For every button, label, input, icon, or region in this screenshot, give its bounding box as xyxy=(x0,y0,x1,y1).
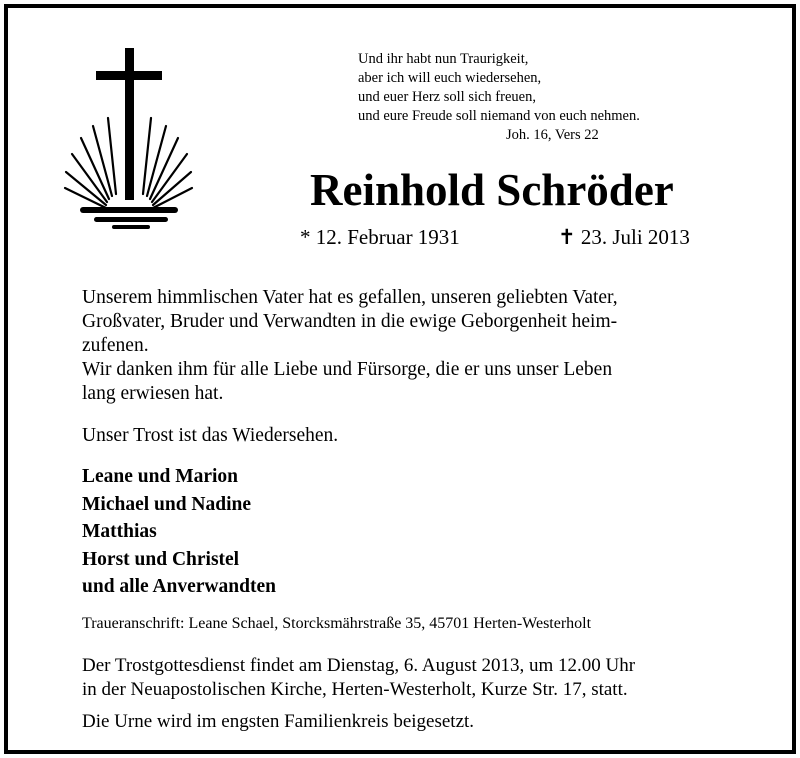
comfort-line: Unser Trost ist das Wiedersehen. xyxy=(82,425,339,446)
mourning-address: Traueranschrift: Leane Schael, Storcksmährstraße 35, 45701 Herten-Westerholt xyxy=(82,615,592,632)
verse-line: und eure Freude soll niemand von euch nehmen. xyxy=(358,108,640,124)
service-line: Der Trostgottesdienst findet am Dienstag, 6. August 2013, um 12.00 Uhr xyxy=(82,655,636,676)
bible-verse xyxy=(358,50,778,145)
service-info xyxy=(82,654,635,702)
verse-line: und euer Herz soll sich freuen, xyxy=(358,89,536,105)
mourner: Leane und Marion xyxy=(82,466,239,487)
mourners-list xyxy=(82,463,276,601)
deceased-name: Reinhold Schröder xyxy=(310,165,674,215)
message-line: zufenen. xyxy=(82,335,149,356)
mourner: Matthias xyxy=(82,521,157,542)
mourner: Horst und Christel xyxy=(82,548,240,570)
verse-reference: Joh. 16, Vers 22 xyxy=(506,127,599,143)
notice-message xyxy=(82,286,742,406)
mourner: und alle Anverwandten xyxy=(82,576,276,597)
urn-note: Die Urne wird im engsten Familienkreis beigesetzt. xyxy=(82,711,475,732)
death-date: ✝ 23. Juli 2013 xyxy=(558,225,690,249)
mourner: Michael und Nadine xyxy=(82,493,252,515)
service-line: in der Neuapostolischen Kirche, Herten-Westerholt, Kurze Str. 17, statt. xyxy=(82,679,628,700)
cross-sun-water-icon xyxy=(62,44,194,230)
message-line: Großvater, Bruder und Verwandten in die ewige Geborgenheit heim- xyxy=(82,311,618,332)
message-line: Unserem himmlischen Vater hat es gefallen, unseren geliebten Vater, xyxy=(82,287,618,308)
message-line: Wir danken ihm für alle Liebe und Fürsorge, die er uns unser Leben xyxy=(82,359,613,380)
birth-date: * 12. Februar 1931 xyxy=(300,225,460,249)
verse-line: Und ihr habt nun Traurigkeit, xyxy=(358,51,529,67)
message-line: lang erwiesen hat. xyxy=(82,383,224,404)
verse-line: aber ich will euch wiedersehen, xyxy=(358,70,542,86)
